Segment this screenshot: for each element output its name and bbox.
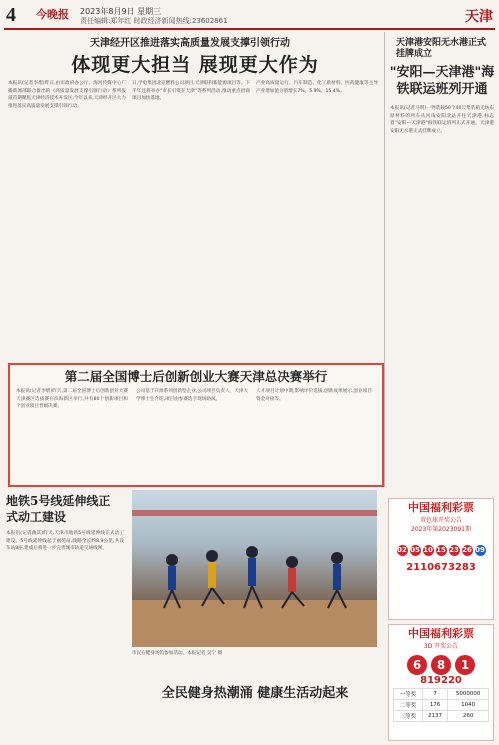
box-headline: 第二届全国博士后创新创业大赛天津总决赛举行 <box>64 369 328 384</box>
box-column-2: 公司基于开源系列创新型企业,公司项目负责人、天津大学博士生介绍,项目由参赛选手现场路演。 <box>136 389 248 402</box>
section-title: 天津 <box>465 9 493 25</box>
lead-column-1: 本报讯(记者李熠)昨日,由市政府办公厅、海河传媒中心广播新闻部联合推出的《高质量发展支撑引领行动》系列报道首期聚焦天津经济技术开发区,今年以来,天津经开区大力推进落实高质量发展支撑引领行动。 <box>8 81 126 109</box>
gymnasts-illustration <box>132 490 377 647</box>
lead-column-3: 产业高质量运行。汽车制造、化工新材料、医药健康等主导产业增加值分别增长7%、5.9%、15.4%。 <box>256 81 378 94</box>
lottery-ball: 26 <box>462 546 472 554</box>
lottery-subtitle: 双色球开奖公告 <box>419 517 462 524</box>
sport-body <box>132 703 377 739</box>
table-row: 一等奖 7 5000000 <box>394 689 489 700</box>
sports-photo <box>132 490 377 647</box>
column-divider <box>384 32 385 487</box>
prize-table <box>393 688 489 722</box>
box-column-3: 人才项目计划中期,影响评价选拔,创新成果展示,创业项目资金对接等。 <box>256 389 372 402</box>
lead-headline: 体现更大担当 展现更大作为 <box>71 54 319 76</box>
lead-kicker: 天津经开区推进落实高质量发展支撑引领行动 <box>90 38 290 49</box>
page-header <box>0 0 499 28</box>
draw-digit: 6 <box>407 655 427 675</box>
lottery-title: 中国福利彩票 <box>408 627 474 640</box>
lottery-ball-blue: 09 <box>475 546 485 554</box>
editor-line: 责任编辑:郑年红 时政经济新闻热线:23602861 <box>80 17 228 25</box>
right-kicker: 天津港安阳无水港正式挂牌成立 <box>396 38 487 59</box>
draw-digit: 8 <box>431 655 451 675</box>
photo-caption: 市民在健身场馆参加活动。本报记者 吴宁 摄 <box>132 651 223 656</box>
sport-headline: 全民健身热潮涌 健康生活动起来 <box>161 686 349 701</box>
lottery-ball: 02 <box>397 546 407 554</box>
right-body: 本报讯(记者马明)一列装载50个40尺集装箱无纺布原材料的列车从河南安阳北站开往天津港,标志着"安阳—天津港"海铁联运班列正式开通。天津港安阳无水港正式挂牌成立。 <box>390 106 494 134</box>
pool-amount: 819220 <box>420 675 462 686</box>
digit-row <box>389 654 493 675</box>
lottery-ad-3d <box>388 624 494 741</box>
table-row: 二等奖 176 1040 <box>394 700 489 711</box>
lottery-ball: 05 <box>410 546 420 554</box>
ball-row <box>389 537 493 556</box>
box-column-1: 本报讯(记者李熠)昨天,第二届全国博士后创新创业大赛天津赛区选拔赛在滨海新区举行,共有80个创新项目和个创业项目晋级决赛。 <box>16 389 128 409</box>
right-headline: "安阳—天津港"海铁联运班列开通 <box>389 65 495 97</box>
jackpot-amount: 2110673283 <box>406 562 476 573</box>
lottery-issue: 2023年第2023091期 <box>411 526 471 533</box>
date-line: 2023年8月9日 星期三 <box>80 7 162 16</box>
metro-headline: 地铁5号线延伸线正式动工建设 <box>6 494 111 524</box>
lottery-ball: 15 <box>436 546 446 554</box>
newspaper-logo: 今晚报 <box>36 8 69 21</box>
lottery-subtitle: 3D 开奖公告 <box>423 643 459 650</box>
lottery-ad-ssq <box>388 498 494 620</box>
lottery-ball: 10 <box>423 546 433 554</box>
draw-digit: 1 <box>455 655 475 675</box>
lottery-ball: 23 <box>449 546 459 554</box>
page-number: 4 <box>6 4 16 26</box>
lead-column-2: 日,学电集团北京燃料公司项目,天津联科新能源项目等。下半年还将举办"市长引资在天津"等系列活动,推动重点招商项目加快落地。 <box>132 81 250 101</box>
header-rule <box>4 28 495 30</box>
table-row: 三等奖 2137 260 <box>394 711 489 722</box>
metro-body: 本报讯(记者曲其)昨天,天津市地铁5号线延伸线正式动工建设。5号线延伸线起于丽苑站,线路全长约8.9公里,共设车站8座,建成后将进一步完善城市轨道交通线网。 <box>6 531 124 551</box>
lottery-title: 中国福利彩票 <box>408 501 474 514</box>
